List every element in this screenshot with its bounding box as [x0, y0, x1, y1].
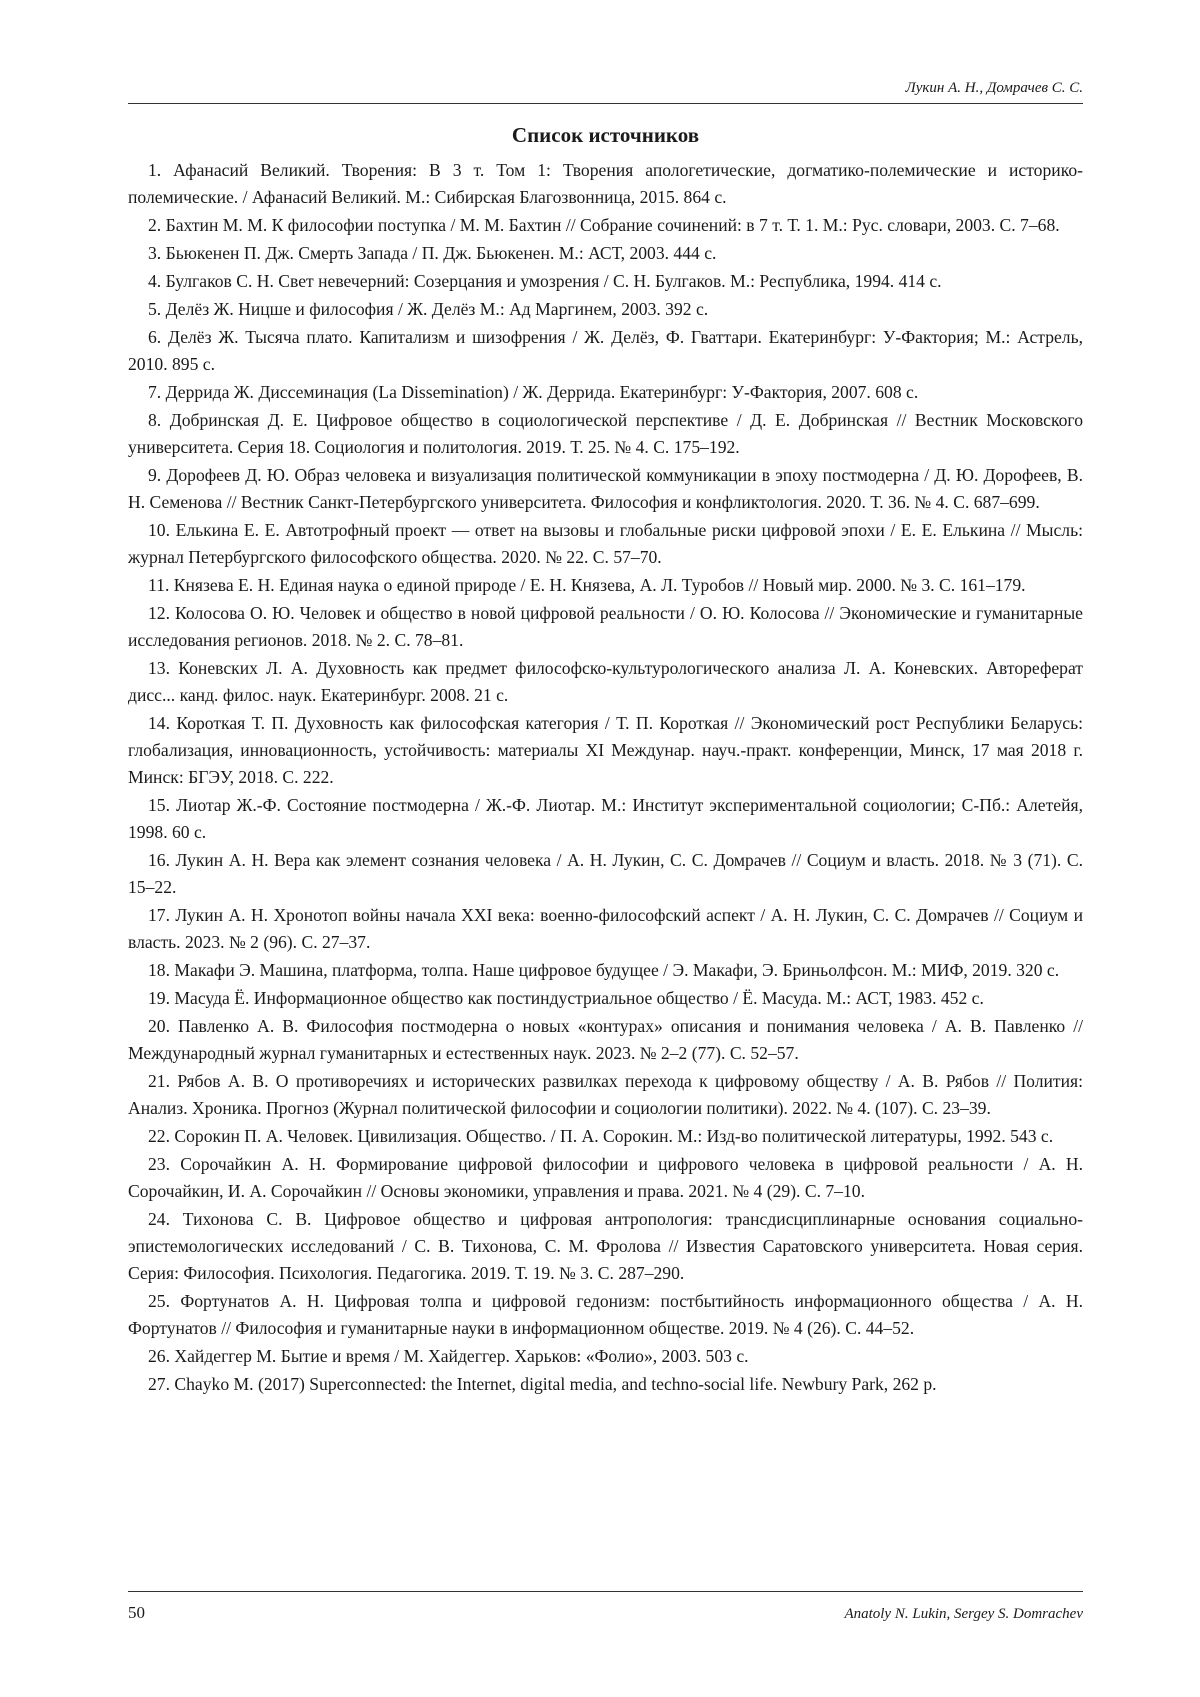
reference-item: 27. Chayko M. (2017) Superconnected: the Internet, digital media, and techno-social life. Newbury Park, 262 p. [148, 1374, 937, 1394]
reference-item: 14. Короткая Т. П. Духовность как философская категория / Т. П. Короткая // Экономический рост Республики Беларусь: глобализация, инновационность, устойчивость: материалы XI Междунар. науч.-практ. конференции, Минск, 17 мая 2018 г. Минск: БГЭУ, 2018. С. 222. [128, 713, 1083, 787]
reference-item: 6. Делёз Ж. Тысяча плато. Капитализм и шизофрения / Ж. Делёз, Ф. Гваттари. Екатеринбург: У-Фактория; М.: Астрель, 2010. 895 с. [128, 327, 1083, 374]
running-footer-authors: Anatoly N. Lukin, Sergey S. Domrachev [844, 1606, 1083, 1622]
reference-item: 22. Сорокин П. А. Человек. Цивилизация. Общество. / П. А. Сорокин. М.: Изд-во политической литературы, 1992. 543 с. [148, 1126, 1054, 1146]
reference-item: 13. Коневских Л. А. Духовность как предмет философско-культурологического анализа Л. А. Коневских. Автореферат дисс... канд. филос. наук. Екатеринбург. 2008. 21 с. [128, 658, 1083, 705]
reference-item: 4. Булгаков С. Н. Свет невечерний: Созерцания и умозрения / С. Н. Булгаков. М.: Республика, 1994. 414 с. [148, 271, 942, 291]
reference-list [128, 157, 1083, 1399]
reference-item: 8. Добринская Д. Е. Цифровое общество в социологической перспективе / Д. Е. Добринская // Вестник Московского университета. Серия 18. Социология и политология. 2019. Т. 25. № 4. С. 175–192. [128, 410, 1083, 457]
reference-item: 19. Масуда Ё. Информационное общество как постиндустриальное общество / Ё. Масуда. М.: АСТ, 1983. 452 с. [148, 988, 984, 1008]
reference-item: 5. Делёз Ж. Ницше и философия / Ж. Делёз М.: Ад Маргинем, 2003. 392 с. [148, 299, 709, 319]
reference-item: 1. Афанасий Великий. Творения: В 3 т. Том 1: Творения апологетические, догматико-полемические и историко-полемические. / Афанасий Великий. М.: Сибирская Благозвонница, 2015. 864 с. [128, 160, 1083, 207]
reference-item: 9. Дорофеев Д. Ю. Образ человека и визуализация политической коммуникации в эпоху постмодерна / Д. Ю. Дорофеев, В. Н. Семенова // Вестник Санкт-Петербургского университета. Философия и конфликтология. 2020. Т. 36. № 4. С. 687–699. [128, 465, 1083, 512]
page-number: 50 [128, 1603, 145, 1622]
reference-item: 12. Колосова О. Ю. Человек и общество в новой цифровой реальности / О. Ю. Колосова // Экономические и гуманитарные исследования регионов. 2018. № 2. С. 78–81. [128, 603, 1083, 650]
reference-item: 16. Лукин А. Н. Вера как элемент сознания человека / А. Н. Лукин, С. С. Домрачев // Социум и власть. 2018. № 3 (71). С. 15–22. [128, 850, 1083, 897]
reference-item: 20. Павленко А. В. Философия постмодерна о новых «контурах» описания и понимания человека / А. В. Павленко // Международный журнал гуманитарных и естественных наук. 2023. № 2–2 (77). С. 52–57. [128, 1016, 1083, 1063]
header-rule [128, 103, 1083, 104]
reference-item: 26. Хайдеггер М. Бытие и время / М. Хайдеггер. Харьков: «Фолио», 2003. 503 с. [148, 1346, 749, 1366]
running-header-authors: Лукин А. Н., Домрачев С. С. [905, 80, 1083, 96]
reference-item: 18. Макафи Э. Машина, платформа, толпа. Наше цифровое будущее / Э. Макафи, Э. Бриньолфсон. М.: МИФ, 2019. 320 с. [148, 960, 1060, 980]
reference-item: 7. Деррида Ж. Диссеминация (La Dissemination) / Ж. Деррида. Екатеринбург: У-Фактория, 2007. 608 с. [148, 382, 919, 402]
reference-item: 25. Фортунатов А. Н. Цифровая толпа и цифровой гедонизм: постбытийность информационного общества / А. Н. Фортунатов // Философия и гуманитарные науки в информационном обществе. 2019. № 4 (26). С. 44–52. [128, 1291, 1083, 1338]
reference-item: 15. Лиотар Ж.-Ф. Состояние постмодерна / Ж.-Ф. Лиотар. М.: Институт экспериментальной социологии; С-Пб.: Алетейя, 1998. 60 с. [128, 795, 1083, 842]
reference-item: 2. Бахтин М. М. К философии поступка / М. М. Бахтин // Собрание сочинений: в 7 т. Т. 1. М.: Рус. словари, 2003. С. 7–68. [148, 215, 1060, 235]
section-title: Список источников [511, 123, 700, 147]
reference-item: 21. Рябов А. В. О противоречиях и исторических развилках перехода к цифровому обществу / А. В. Рябов // Полития: Анализ. Хроника. Прогноз (Журнал политической философии и социологии политики). 2022. № 4. (107). С. 23–39. [128, 1071, 1083, 1118]
reference-item: 10. Елькина Е. Е. Автотрофный проект — ответ на вызовы и глобальные риски цифровой эпохи / Е. Е. Елькина // Мысль: журнал Петербургского философского общества. 2020. № 22. С. 57–70. [128, 520, 1083, 567]
reference-item: 23. Сорочайкин А. Н. Формирование цифровой философии и цифрового человека в цифровой реальности / А. Н. Сорочайкин, И. А. Сорочайкин // Основы экономики, управления и права. 2021. № 4 (29). С. 7–10. [128, 1154, 1083, 1201]
reference-item: 3. Бьюкенен П. Дж. Смерть Запада / П. Дж. Бьюкенен. М.: АСТ, 2003. 444 с. [148, 243, 717, 263]
reference-item: 24. Тихонова С. В. Цифровое общество и цифровая антропология: трансдисциплинарные основания социально-эпистемологических исследований / С. В. Тихонова, С. М. Фролова // Известия Саратовского университета. Новая серия. Серия: Философия. Психология. Педагогика. 2019. Т. 19. № 3. С. 287–290. [128, 1209, 1083, 1283]
reference-item: 11. Князева Е. Н. Единая наука о единой природе / Е. Н. Князева, А. Л. Туробов // Новый мир. 2000. № 3. С. 161–179. [148, 575, 1026, 595]
reference-item: 17. Лукин А. Н. Хронотоп войны начала XXI века: военно-философский аспект / А. Н. Лукин, С. С. Домрачев // Социум и власть. 2023. № 2 (96). С. 27–37. [128, 905, 1083, 952]
footer-rule [128, 1591, 1083, 1592]
